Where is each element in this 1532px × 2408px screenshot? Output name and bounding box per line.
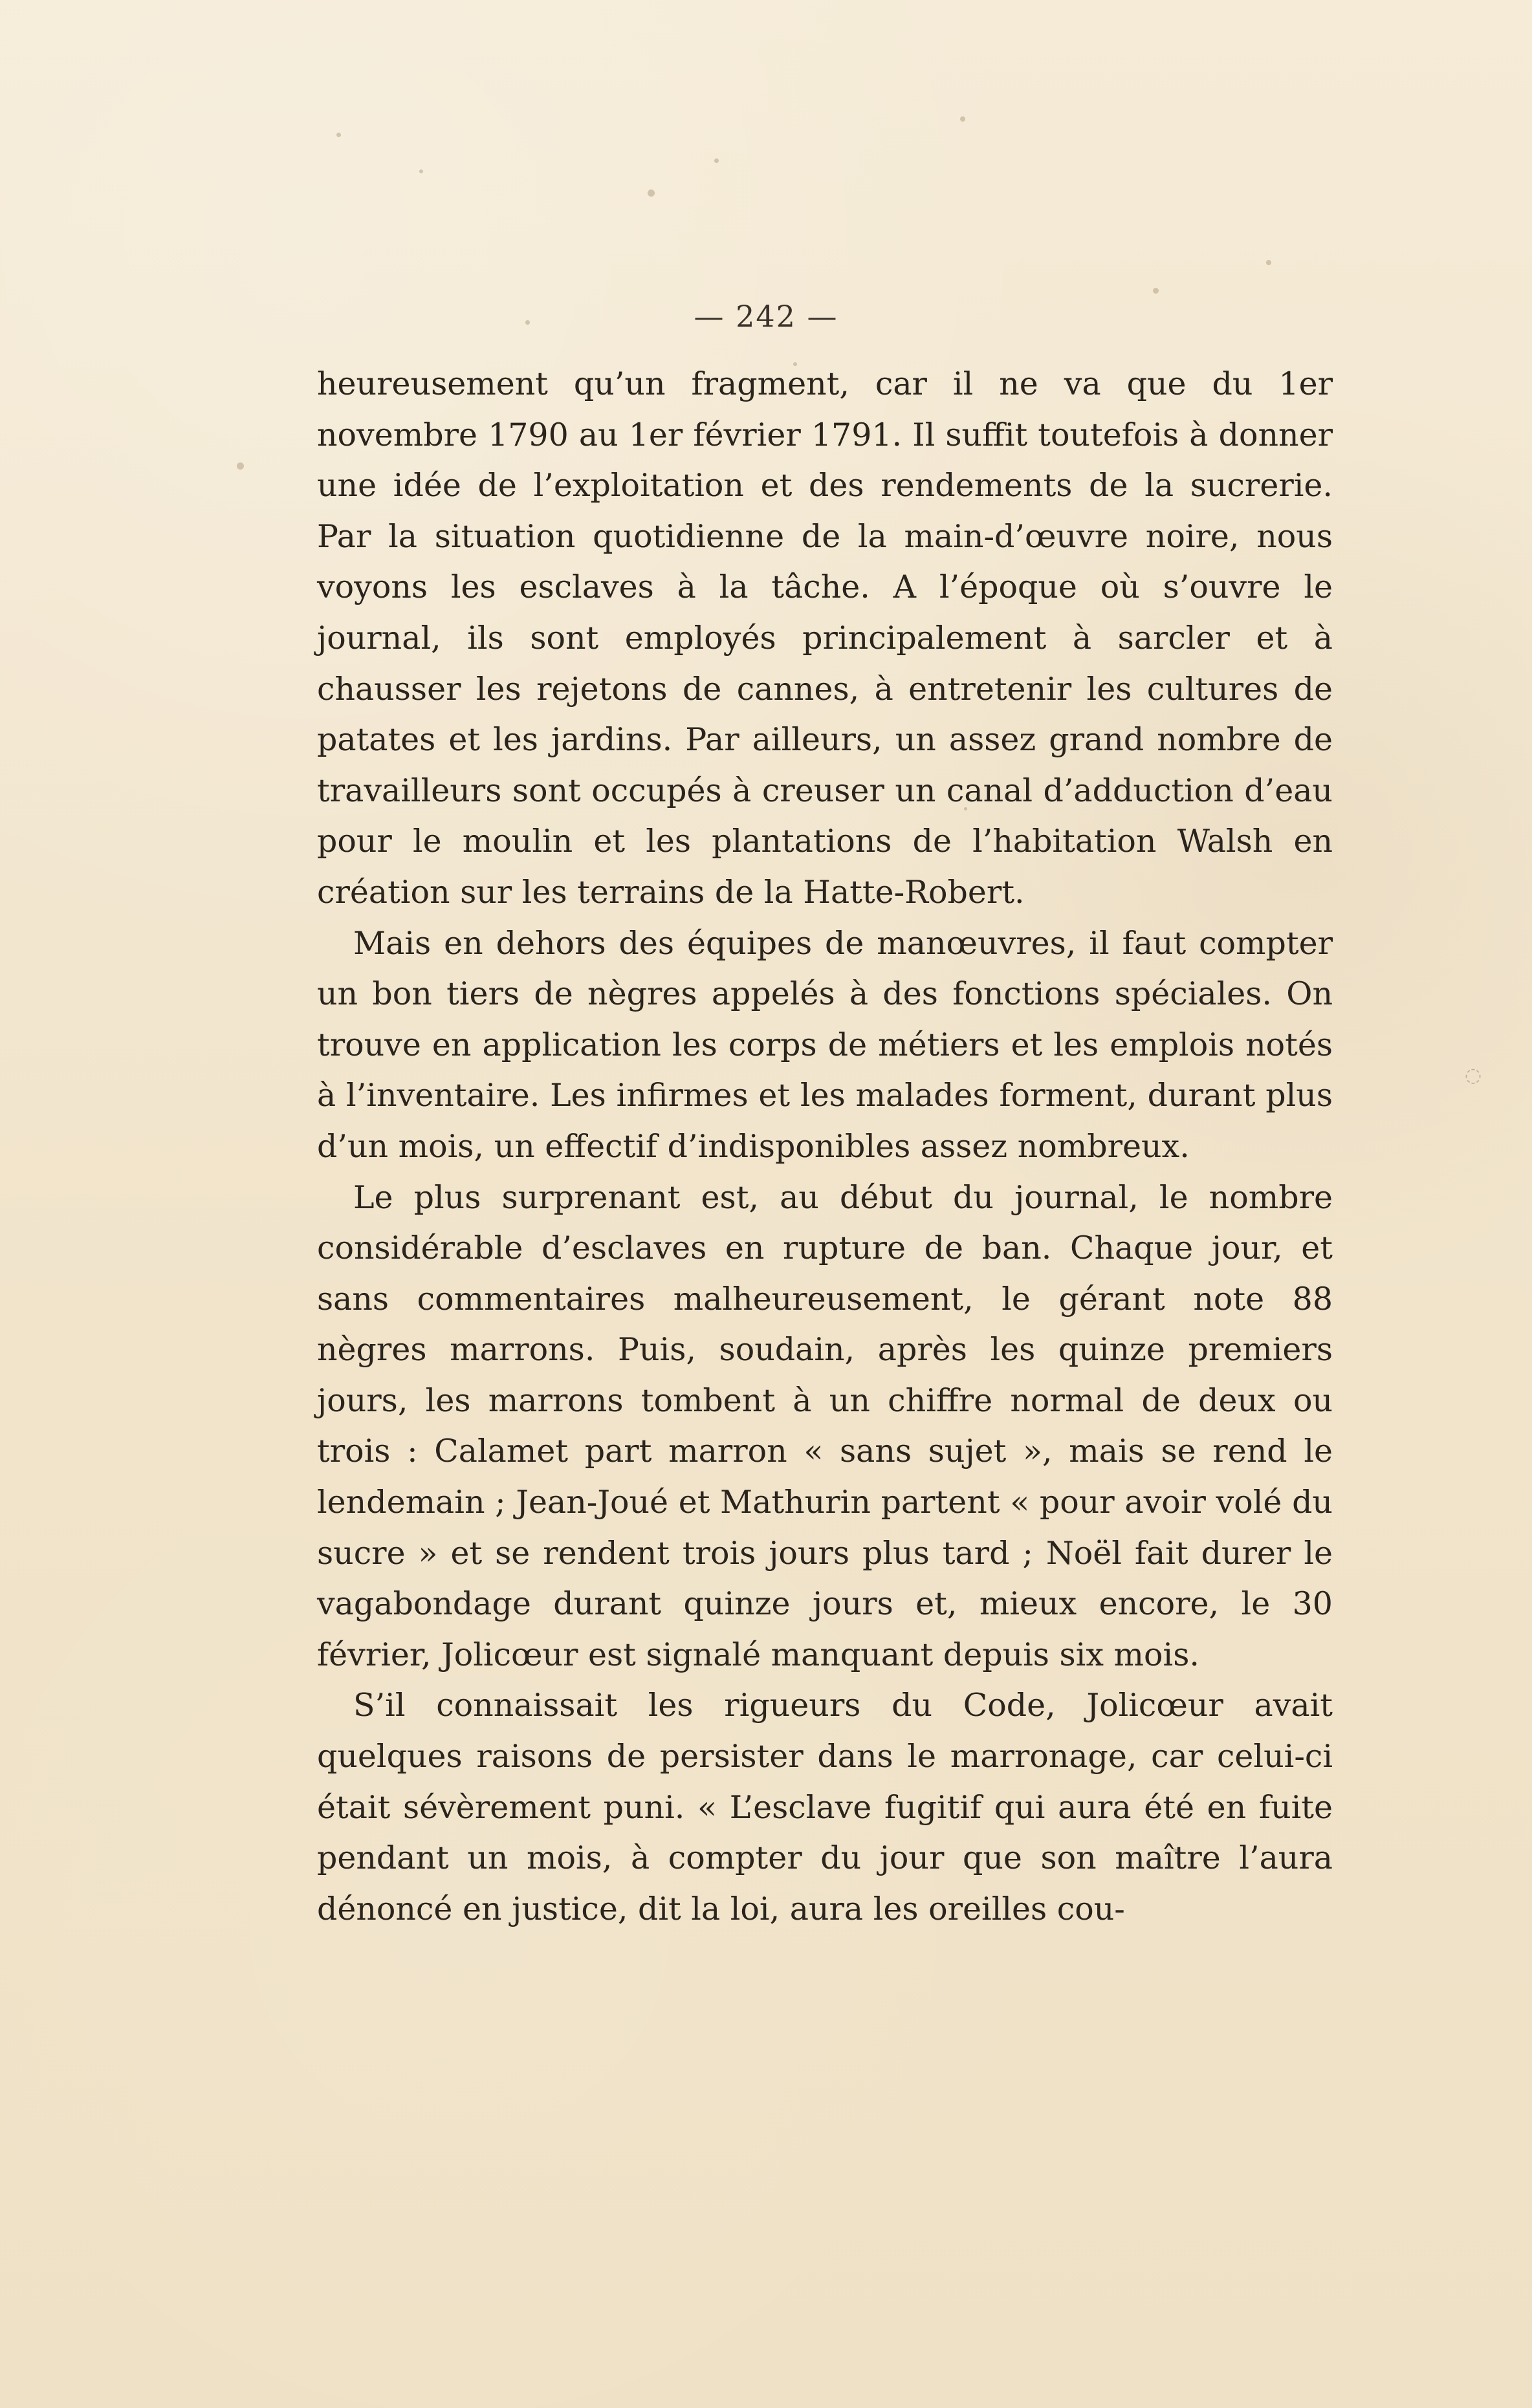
paragraph: heureusement qu’un fragment, car il ne va que du 1er novembre 1790 au 1er février 1791. Il suffit toutefois à donner une idée de l’exploitation et des rendements de la sucrerie. Par la situation quotidienne de la main-d’œuvre noire, nous voyons les esclaves à la tâche. A l’époque où s’ouvre le journal, ils sont employés principalement à sarcler et à chausser les rejetons de cannes, à entretenir les cultures de patates et les jardins. Par ailleurs, un assez grand nombre de travailleurs sont occupés à creuser un canal d’adduction d’eau pour le moulin et les plantations de l’habitation Walsh en création sur les terrains de la Hatte-Robert.	[317, 365, 1333, 911]
page-number: — 242 —	[694, 299, 838, 334]
body-text	[317, 359, 1333, 1935]
paragraph: Le plus surprenant est, au début du journal, le nombre considérable d’esclaves en rupture de ban. Chaque jour, et sans commentaires malheureusement, le gérant note 88 nègres marrons. Puis, soudain, après les quinze premiers jours, les marrons tombent à un chiffre normal de deux ou trois : Calamet part marron « sans sujet », mais se rend le lendemain ; Jean-Joué et Mathurin partent « pour avoir volé du sucre » et se rendent trois jours plus tard ; Noël fait durer le vagabondage durant quinze jours et, mieux encore, le 30 février, Jolicœur est signalé manquant depuis six mois.	[317, 1178, 1333, 1673]
paper-speck	[1153, 288, 1159, 294]
paper-speck	[648, 190, 655, 197]
paragraph: S’il connaissait les rigueurs du Code, Jolicœur avait quelques raisons de persister dans le marronage, car celui-ci était sévèrement puni. « L’esclave fugitif qui aura été en fuite pendant un mois, à compter du jour que son maître l’aura dénoncé en justice, dit la loi, aura les oreilles cou-	[317, 1687, 1333, 1927]
paper-speck	[1266, 260, 1271, 265]
paper-speck	[960, 116, 965, 122]
paper-speck	[237, 462, 244, 470]
margin-mark-icon: ◌	[1464, 1064, 1482, 1087]
paper-speck	[419, 169, 423, 173]
paper-speck	[714, 158, 719, 163]
paper-speck	[336, 133, 341, 137]
paragraph: Mais en dehors des équipes de manœuvres, il faut compter un bon tiers de nègres appelés à des fonctions spéciales. On trouve en application les corps de métiers et les emplois notés à l’inventaire. Les infirmes et les malades forment, durant plus d’un mois, un effectif d’indisponibles assez nombreux.	[317, 924, 1333, 1165]
